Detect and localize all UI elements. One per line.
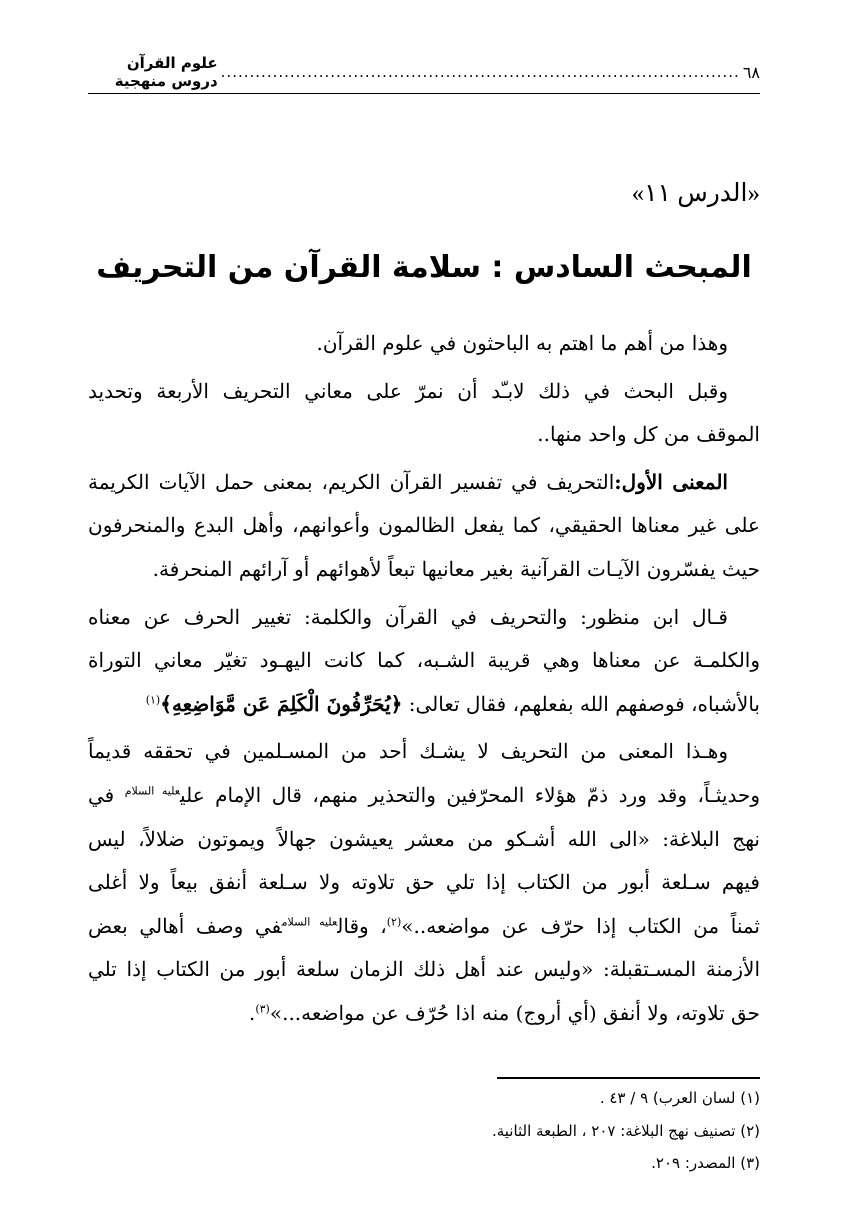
text-line <box>88 683 760 727</box>
paragraph <box>88 370 760 457</box>
body-text <box>88 322 760 1040</box>
text-line <box>88 504 760 548</box>
text-segment: بالأشباه، فوصفهم الله بفعلهم، فقال تعالى: <box>402 691 760 716</box>
text-segment: وقبل البحث في ذلك لابـّد أن نمرّ على معاني التحريف الأربعة وتحديد <box>88 378 728 403</box>
text-line <box>88 948 760 992</box>
text-segment: الأزمنة المسـتقبلة: «وليس عند أهل ذلك الزمان سلعة أبور من الكتاب إذا تلي <box>88 957 760 982</box>
text-line <box>88 774 760 818</box>
text-line <box>88 861 760 905</box>
text-segment: التحريف في تفسير القرآن الكريم، بمعنى حمل الآيات الكريمة <box>88 469 615 494</box>
footnote: (٣) المصدر: ٢٠٩. <box>651 1154 760 1172</box>
honorific: عليه السلام <box>281 915 338 929</box>
lesson-label: «الدرس ١١» <box>631 180 760 207</box>
text-line <box>88 639 760 683</box>
text-segment: في وصف أهالي بعض <box>88 913 282 938</box>
text-line <box>88 730 760 774</box>
footnote-ref: (١) <box>145 693 161 707</box>
paragraph <box>88 730 760 1035</box>
text-segment: فيهم سـلعة أبور من الكتاب إذا تلي حق تلاوته ولا سـلعة أنفق بيعاً ولا أغلى <box>88 870 760 895</box>
header-rule <box>88 93 760 94</box>
footnote-ref: (٢) <box>386 915 402 929</box>
text-line <box>88 548 760 592</box>
footnotes <box>88 1082 760 1180</box>
section-title: المبحث السادس : سلامة القرآن من التحريف <box>96 250 752 285</box>
text-segment: على غير معناها الحقيقي، كما يفعل الظالمون وأعوانهم، وأهل البدع والمنحرفون <box>88 513 760 538</box>
footnote-rule <box>497 1077 760 1079</box>
bold-lead: المعنى الأول: <box>614 469 728 494</box>
quran-verse: ﴿يُحَرِّفُونَ الْكَلِمَ عَن مَّوَاضِعِهِ﴾ <box>160 691 403 716</box>
text-segment: ، وقال <box>337 913 387 938</box>
text-line <box>88 905 760 949</box>
text-segment: والكلمـة عن معناها وهي قريبة الشـبه، كما كانت اليهـود تغيّر معاني التوراة <box>88 648 760 673</box>
text-segment: الموقف من كل واحد منها.. <box>537 422 760 447</box>
book-title: علوم القرآن دروس منهجية <box>114 54 218 90</box>
text-line <box>88 370 760 414</box>
text-segment: في <box>88 782 125 807</box>
text-line <box>88 461 760 505</box>
text-segment: . <box>248 1000 256 1025</box>
text-line <box>88 818 760 862</box>
footnote-ref: (٣) <box>255 1002 270 1016</box>
text-segment: وهذا من أهم ما اهتم به الباحثون في علوم القرآن. <box>316 331 728 355</box>
footnote: (١) لسان العرب) ٩ / ٤٣ . <box>599 1089 760 1107</box>
paragraph <box>88 596 760 727</box>
paragraph <box>88 461 760 592</box>
text-segment: ثمناً من الكتاب إذا حرّف عن مواضعه..» <box>401 913 760 938</box>
page-number: ٦٨ <box>742 62 760 82</box>
text-line <box>88 322 760 366</box>
text-segment: وحديثـاً، وقد ورد ذمّ هؤلاء المحرّفين والتحذير منهم، قال الإمام علي <box>180 782 760 807</box>
text-segment: قـال ابن منظور: والتحريف في القرآن والكلمة: تغيير الحرف عن معناه <box>88 604 728 629</box>
footnote: (٢) تصنيف نهج البلاغة: ٢٠٧ ، الطبعة الثانية. <box>491 1121 760 1140</box>
text-segment: وهـذا المعنى من التحريف لا يشـك أحد من المسـلمين في تحققه قديماً <box>88 739 728 764</box>
text-segment: حيث يفسّرون الآيـات القرآنية بغير معانيها تبعاً لأهوائهم أو آرائهم المنحرفة. <box>152 556 760 581</box>
text-line <box>88 413 760 457</box>
running-header <box>88 54 760 90</box>
honorific: عليه السلام <box>124 784 181 798</box>
text-segment: نهج البلاغة: «الى الله أشـكو من معشر يعيشون جهالاً ويموتون ضلالاً، ليس <box>88 826 760 851</box>
text-segment: حق تلاوته، ولا أنفق (أي أروج) منه اذا حُرّف عن مواضعه...» <box>269 1000 760 1025</box>
text-line <box>88 992 760 1036</box>
text-line <box>88 596 760 640</box>
paragraph <box>88 322 760 366</box>
header-leader-dots: .......................................................................................... <box>220 63 740 81</box>
